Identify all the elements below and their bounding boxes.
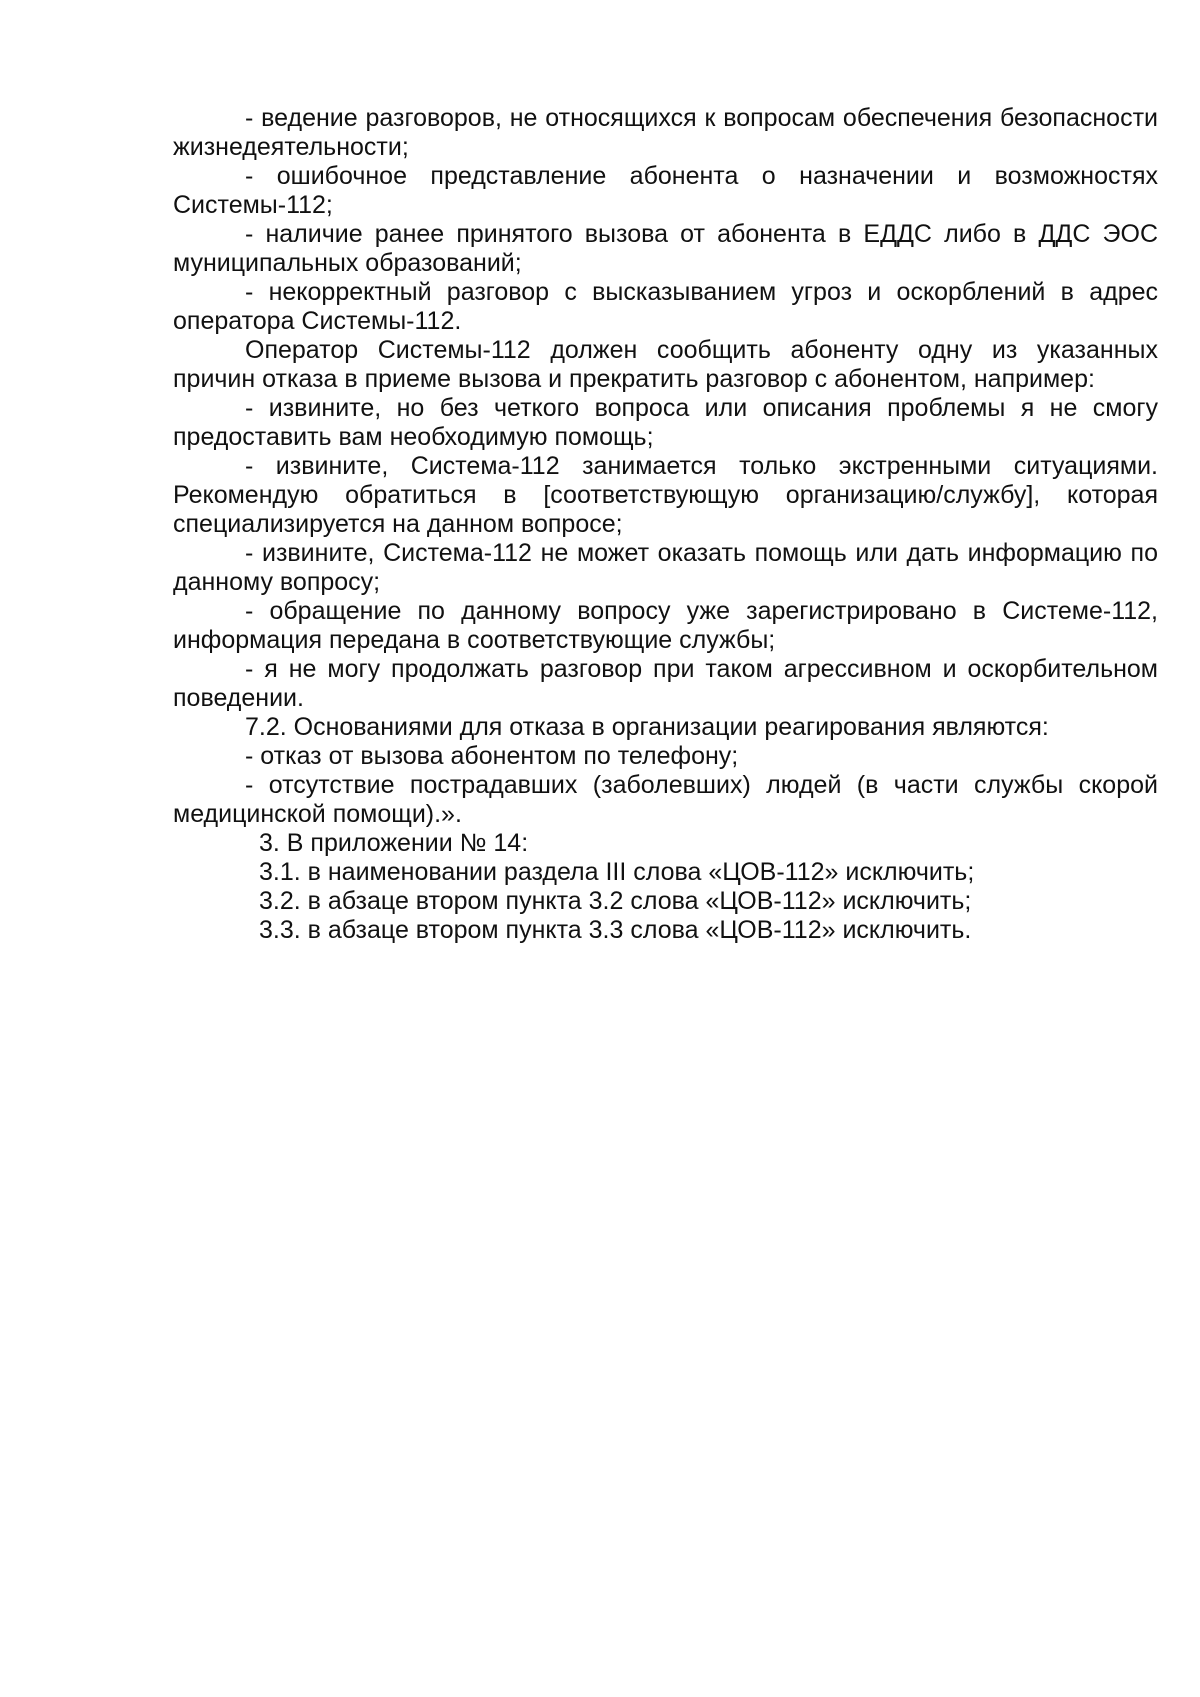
paragraph-example-already-registered: - обращение по данному вопросу уже зарегистрировано в Системе-112, информация передана в соответствующие службы;	[173, 597, 1158, 654]
paragraph-example-emergency-only: - извините, Система-112 занимается только экстренными ситуациями. Рекомендую обратиться в [соответствующую организацию/службу], которая специализируется на данном вопросе;	[173, 452, 1158, 538]
list-item-3-2: 3.2. в абзаце втором пункта 3.2 слова «ЦОВ-112» исключить;	[259, 887, 972, 915]
paragraph-topic-irrelevant: - ведение разговоров, не относящихся к вопросам обеспечения безопасности жизнедеятельности;	[173, 104, 1158, 161]
paragraph-previous-call: - наличие ранее принятого вызова от абонента в ЕДДС либо в ДДС ЭОС муниципальных образований;	[173, 220, 1158, 277]
paragraph-threats: - некорректный разговор с высказыванием угроз и оскорблений в адрес оператора Системы-112.	[173, 278, 1158, 335]
paragraph-no-victims: - отсутствие пострадавших (заболевших) людей (в части службы скорой медицинской помощи).».	[173, 771, 1158, 828]
paragraph-example-no-clear-question: - извините, но без четкого вопроса или описания проблемы я не смогу предоставить вам необходимую помощь;	[173, 394, 1158, 451]
list-item-3-3: 3.3. в абзаце втором пункта 3.3 слова «ЦОВ-112» исключить.	[259, 916, 972, 944]
paragraph-example-cannot-help: - извините, Система-112 не может оказать помощь или дать информацию по данному вопросу;	[173, 539, 1158, 596]
document-body	[173, 104, 1158, 945]
paragraph-example-aggressive: - я не могу продолжать разговор при таком агрессивном и оскорбительном поведении.	[173, 655, 1158, 712]
paragraph-7-2-heading: 7.2. Основаниями для отказа в организации реагирования являются:	[245, 713, 1049, 741]
paragraph-refusal-by-phone: - отказ от вызова абонентом по телефону;	[245, 742, 739, 770]
paragraph-operator-must-inform: Оператор Системы-112 должен сообщить абоненту одну из указанных причин отказа в приеме вызова и прекратить разговор с абонентом, например:	[173, 336, 1158, 393]
list-item-3-1: 3.1. в наименовании раздела III слова «ЦОВ-112» исключить;	[259, 858, 975, 886]
list-item-appendix-14: 3. В приложении № 14:	[259, 829, 529, 857]
paragraph-mistaken-idea: - ошибочное представление абонента о назначении и возможностях Системы-112;	[173, 162, 1158, 219]
